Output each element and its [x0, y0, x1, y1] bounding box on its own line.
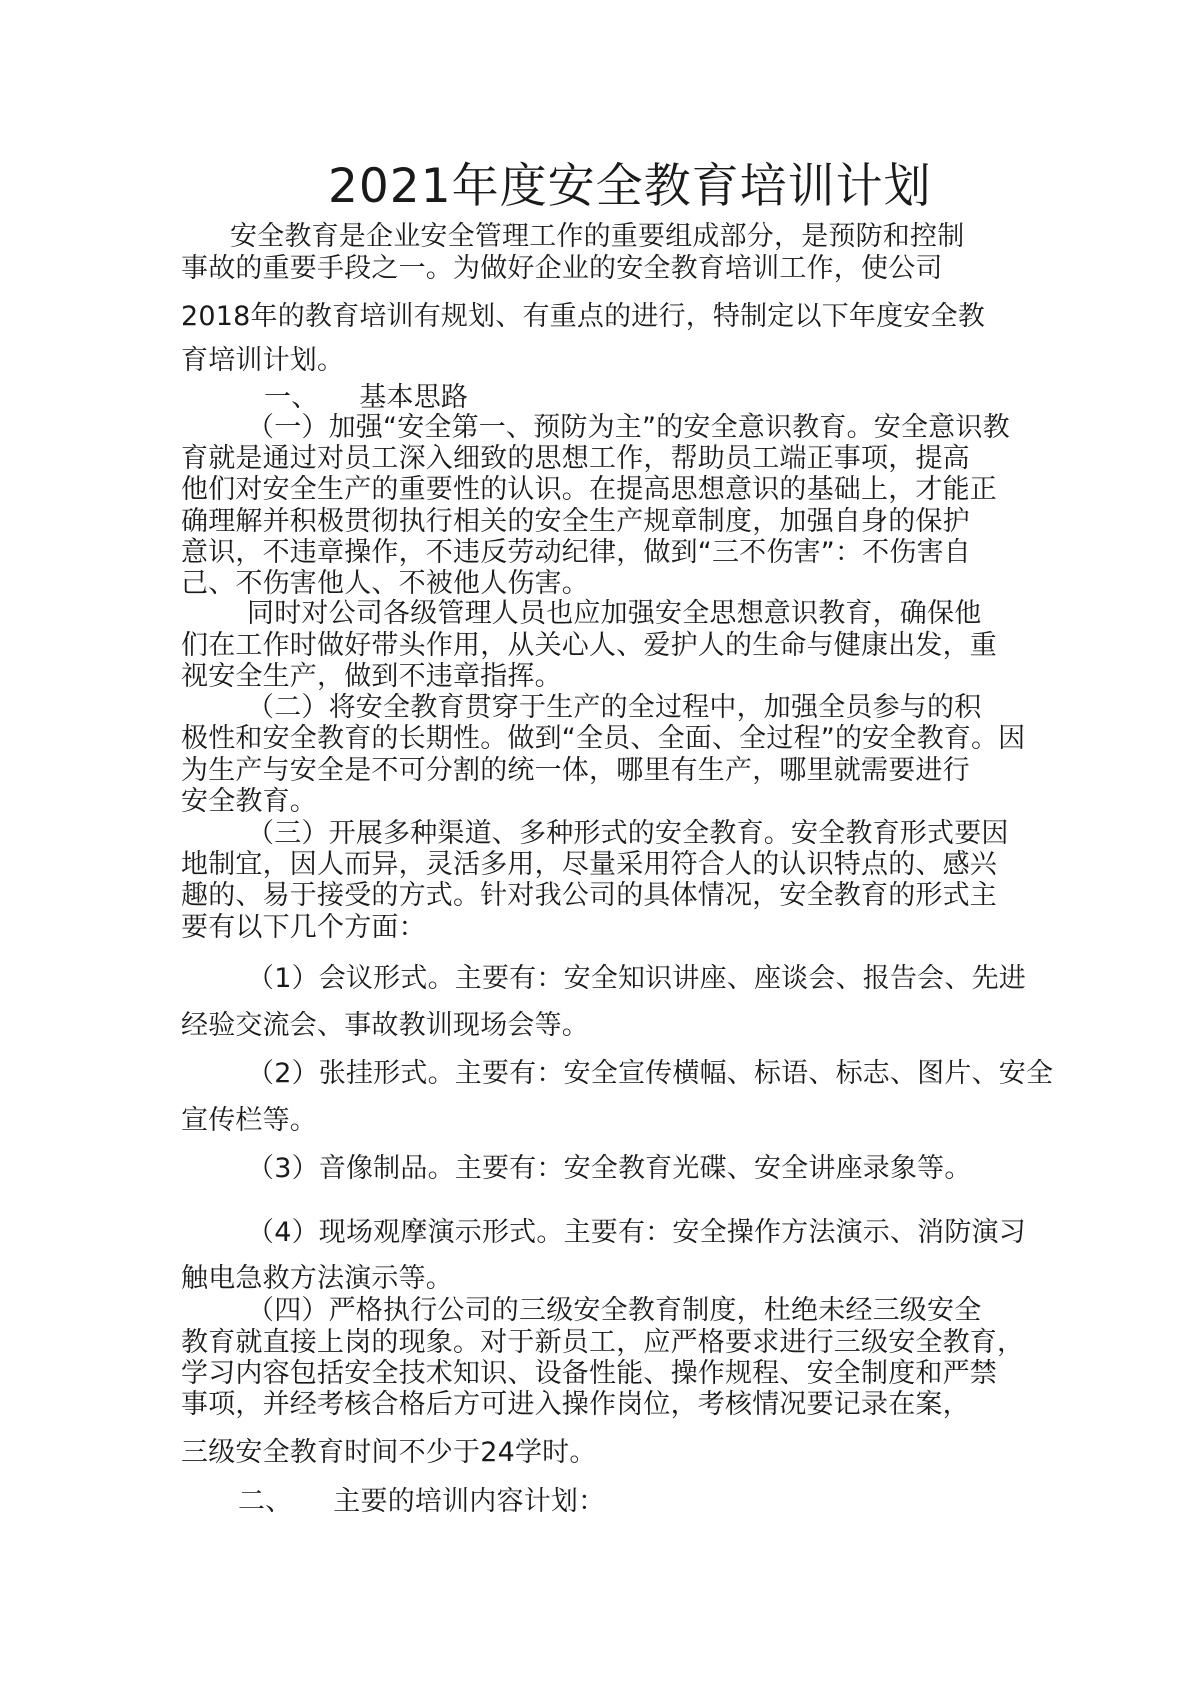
paragraph-line: 己、不伤害他人、不被他人伤害。	[181, 568, 589, 599]
paragraph-line: 事故的重要手段之一。为做好企业的安全教育培训工作，使公司	[181, 253, 943, 284]
paragraph-line: 三级安全教育时间不少于24学时。	[181, 1437, 597, 1468]
list-item: （1）会议形式。主要有：安全知识讲座、座谈会、报告会、先进	[247, 963, 1026, 994]
paragraph-line: （二）将安全教育贯穿于生产的全过程中，加强全员参与的积	[247, 692, 982, 723]
list-item-continuation: 经验交流会、事故教训现场会等。	[181, 1010, 589, 1041]
section-heading: 一、 基本思路	[264, 382, 469, 413]
paragraph-line: 育培训计划。	[181, 345, 345, 376]
paragraph-line: 教育就直接上岗的现象。对于新员工，应严格要求进行三级安全教育，	[181, 1327, 1025, 1358]
paragraph-line: 安全教育。	[181, 786, 317, 817]
paragraph-line: （三）开展多种渠道、多种形式的安全教育。安全教育形式要因	[247, 818, 1009, 849]
paragraph-line: 极性和安全教育的长期性。做到“全员、全面、全过程”的安全教育。因	[181, 723, 1026, 754]
paragraph-line: 们在工作时做好带头作用，从关心人、爱护人的生命与健康出发，重	[181, 630, 997, 661]
paragraph-line: 育就是通过对员工深入细致的思想工作，帮助员工端正事项，提高	[181, 443, 970, 474]
section-heading: 二、 主要的培训内容计划：	[238, 1486, 606, 1517]
paragraph-line: 趣的、易于接受的方式。针对我公司的具体情况，安全教育的形式主	[181, 880, 997, 911]
list-item-continuation: 宣传栏等。	[181, 1105, 317, 1136]
list-item: （3）音像制品。主要有：安全教育光碟、安全讲座录象等。	[247, 1153, 972, 1184]
list-item-continuation: 触电急救方法演示等。	[181, 1263, 453, 1294]
paragraph-line: 视安全生产，做到不违章指挥。	[181, 661, 562, 692]
paragraph-line: 同时对公司各级管理人员也应加强安全思想意识教育，确保他	[247, 598, 982, 629]
paragraph-line: 确理解并积极贯彻执行相关的安全生产规章制度，加强自身的保护	[181, 506, 970, 537]
list-item: （4）现场观摩演示形式。主要有：安全操作方法演示、消防演习	[247, 1217, 1026, 1248]
paragraph-line: 2018年的教育培训有规划、有重点的进行，特制定以下年度安全教	[181, 301, 985, 332]
document-title: 2021年度安全教育培训计划	[328, 159, 932, 214]
paragraph-line: 事项，并经考核合格后方可进入操作岗位，考核情况要记录在案，	[181, 1389, 970, 1420]
paragraph-line: 他们对安全生产的重要性的认识。在提高思想意识的基础上，才能正	[181, 474, 997, 505]
paragraph-line: （一）加强“安全第一、预防为主”的安全意识教育。安全意识教	[247, 412, 1010, 443]
paragraph-line: 要有以下几个方面：	[181, 912, 426, 943]
paragraph-line: 地制宜，因人而异，灵活多用，尽量采用符合人的认识特点的、感兴	[181, 849, 997, 880]
paragraph-line: 为生产与安全是不可分割的统一体，哪里有生产，哪里就需要进行	[181, 755, 970, 786]
paragraph-line: 安全教育是企业安全管理工作的重要组成部分，是预防和控制	[230, 221, 965, 252]
paragraph-line: 意识，不违章操作，不违反劳动纪律，做到“三不伤害”：不伤害自	[181, 537, 971, 568]
list-item: （2）张挂形式。主要有：安全宣传横幅、标语、标志、图片、安全	[247, 1058, 1054, 1089]
paragraph-line: （四）严格执行公司的三级安全教育制度，杜绝未经三级安全	[247, 1295, 982, 1326]
paragraph-line: 学习内容包括安全技术知识、设备性能、操作规程、安全制度和严禁	[181, 1358, 997, 1389]
